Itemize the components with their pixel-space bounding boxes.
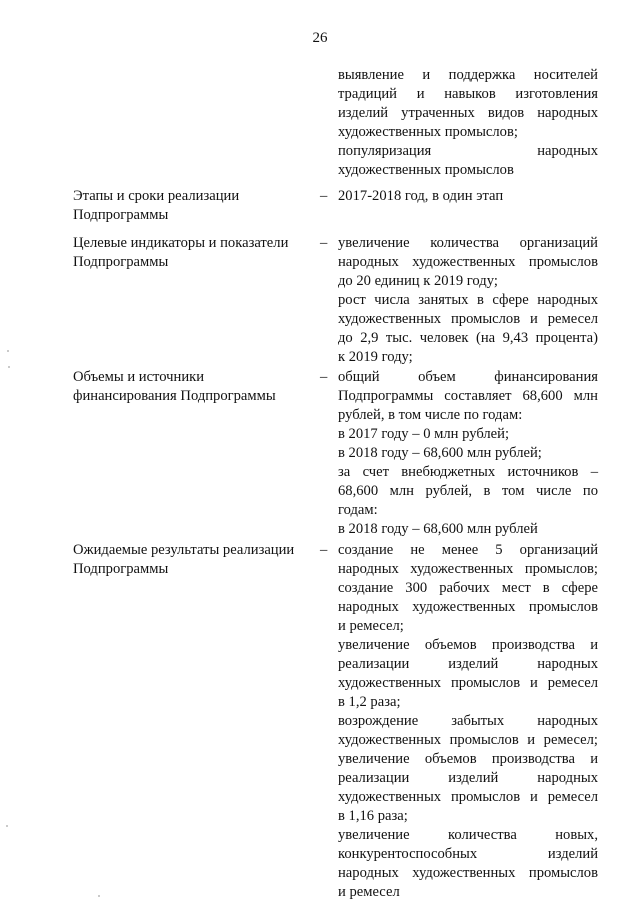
section-financing-dash: – [320, 369, 328, 385]
section-stages-label [73, 187, 323, 225]
value-line: в 1,2 раза; [338, 694, 401, 710]
top-continuation-text [338, 66, 598, 180]
value-line: в 1,16 раза; [338, 808, 408, 824]
value-line: рост числа занятых в сфере народных [338, 292, 598, 308]
value-line: увеличение количества организаций [338, 235, 598, 251]
value-line: и ремесел [338, 884, 400, 900]
label-line: Ожидаемые результаты реализации [73, 542, 295, 558]
value-line: художественных промыслов и ремесел [338, 311, 598, 327]
section-stages-value [338, 187, 598, 206]
label-line: Подпрограммы [73, 254, 169, 270]
section-financing-value [338, 368, 598, 539]
value-line: народных художественных промыслов [338, 599, 598, 615]
value-line: народных художественных промыслов; [338, 561, 598, 577]
value-line: создание 300 рабочих мест в сфере [338, 580, 598, 596]
label-line: финансирования Подпрограммы [73, 388, 276, 404]
value-line: увеличение количества новых, [338, 827, 598, 843]
scan-speck [6, 825, 8, 827]
value-line: создание не менее 5 организаций [338, 542, 598, 558]
page-number: 26 [312, 30, 328, 46]
text-line: выявление и поддержка носителей [338, 67, 598, 83]
value-line: за счет внебюджетных источников – [338, 464, 598, 480]
section-financing-label [73, 368, 323, 406]
value-line: к 2019 году; [338, 349, 413, 365]
text-line: художественных промыслов; [338, 124, 518, 140]
section-indicators-value [338, 234, 598, 367]
value-line: общий объем финансирования [338, 369, 598, 385]
label-line: Этапы и сроки реализации [73, 188, 240, 204]
value-line: годам: [338, 502, 378, 518]
value-line: Подпрограммы составляет 68,600 млн [338, 388, 598, 404]
value-line: до 20 единиц к 2019 году; [338, 273, 498, 289]
value-line: до 2,9 тыс. человек (на 9,43 процента) [338, 330, 598, 346]
scan-speck [8, 366, 10, 368]
value-line: в 2018 году – 68,600 млн рублей; [338, 445, 542, 461]
section-results-dash: – [320, 542, 328, 558]
value-line: увеличение объемов производства и [338, 637, 598, 653]
value-line: народных художественных промыслов [338, 865, 598, 881]
value-line: в 2017 году – 0 млн рублей; [338, 426, 510, 442]
section-stages-dash: – [320, 188, 328, 204]
value-line: возрождение забытых народных [338, 713, 598, 729]
label-line: Подпрограммы [73, 561, 169, 577]
label-line: Подпрограммы [73, 207, 169, 223]
text-line: художественных промыслов [338, 162, 514, 178]
value-line: рублей, в том числе по годам: [338, 407, 523, 423]
label-line: Целевые индикаторы и показатели [73, 235, 289, 251]
value-line: художественных промыслов и ремесел; [338, 732, 598, 748]
value-line: народных художественных промыслов [338, 254, 598, 270]
scan-speck [7, 350, 9, 352]
section-indicators-label [73, 234, 323, 272]
value-line: в 2018 году – 68,600 млн рублей [338, 521, 538, 537]
value-line: реализации изделий народных [338, 656, 598, 672]
value-line: реализации изделий народных [338, 770, 598, 786]
value-line: 68,600 млн рублей, в том числе по [338, 483, 598, 499]
value-line: и ремесел; [338, 618, 404, 634]
value-line: художественных промыслов и ремесел [338, 789, 598, 805]
text-line: изделий утраченных видов народных [338, 105, 598, 121]
label-line: Объемы и источники [73, 369, 205, 385]
value-line: 2017-2018 год, в один этап [338, 188, 504, 204]
value-line: увеличение объемов производства и [338, 751, 598, 767]
scan-speck [98, 895, 100, 897]
section-indicators-dash: – [320, 235, 328, 251]
value-line: конкурентоспособных изделий [338, 846, 598, 862]
section-results-label [73, 541, 323, 579]
text-line: традиций и навыков изготовления [338, 86, 598, 102]
text-line: популяризация народных [338, 143, 598, 159]
value-line: художественных промыслов и ремесел [338, 675, 598, 691]
section-results-value [338, 541, 598, 902]
